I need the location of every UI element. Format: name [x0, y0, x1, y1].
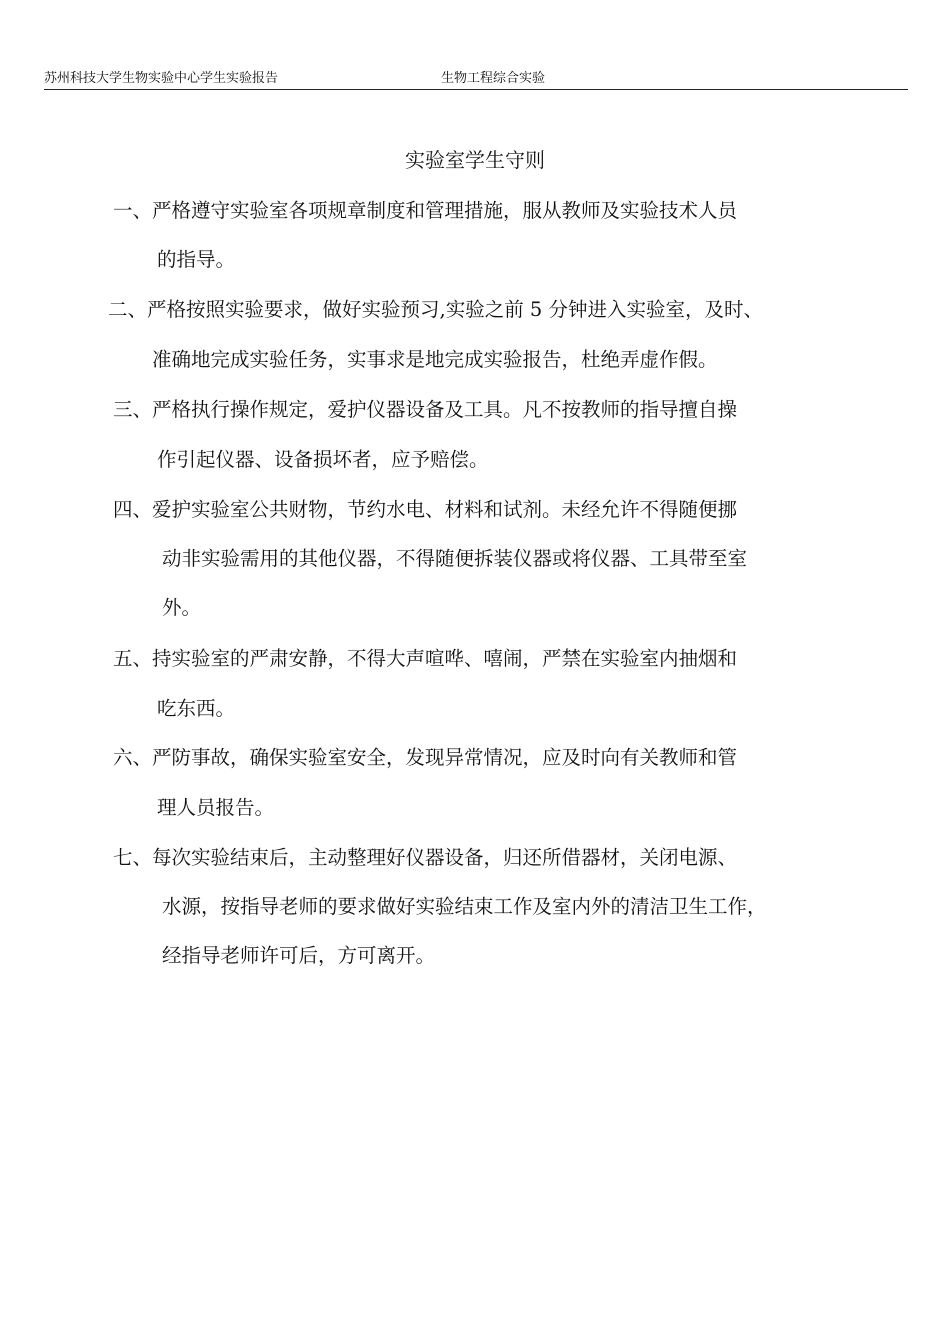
header-right-text: 生物工程综合实验 — [441, 71, 546, 86]
rule-line: 外。 — [162, 596, 202, 619]
running-header — [44, 70, 908, 90]
rule-line: 二、严格按照实验要求，做好实验预习,实验之前 5 分钟进入实验室，及时、 — [108, 298, 764, 321]
rule-line: 准确地完成实验任务，实事求是地完成实验报告，杜绝弄虚作假。 — [152, 348, 718, 371]
rule-line: 一、严格遵守实验室各项规章制度和管理措施，服从教师及实验技术人员 — [113, 199, 738, 222]
rule-line: 理人员报告。 — [157, 796, 275, 819]
rule-line: 三、严格执行操作规定，爱护仪器设备及工具。凡不按教师的指导擅自操 — [113, 398, 738, 421]
rule-line: 动非实验需用的其他仪器，不得随便拆装仪器或将仪器、工具带至室 — [162, 547, 748, 570]
header-left-text: 苏州科技大学生物实验中心学生实验报告 — [44, 71, 279, 86]
rule-line: 五、持实验室的严肃安静，不得大声喧哗、嘻闹，严禁在实验室内抽烟和 — [113, 647, 738, 670]
rule-line: 的指导。 — [157, 248, 236, 271]
rule-line: 六、严防事故，确保实验室安全，发现异常情况，应及时向有关教师和管 — [113, 746, 738, 769]
rule-line: 作引起仪器、设备损坏者，应予赔偿。 — [157, 448, 489, 471]
rule-line: 水源，按指导老师的要求做好实验结束工作及室内外的清洁卫生工作， — [162, 895, 767, 918]
rule-line: 经指导老师许可后，方可离开。 — [162, 944, 436, 967]
rule-line: 吃东西。 — [157, 697, 236, 720]
rule-line: 七、每次实验结束后，主动整理好仪器设备，归还所借器材，关闭电源、 — [113, 846, 738, 869]
rule-line: 四、爱护实验室公共财物，节约水电、材料和试剂。未经允许不得随便挪 — [113, 498, 738, 521]
document-title: 实验室学生守则 — [405, 148, 545, 172]
